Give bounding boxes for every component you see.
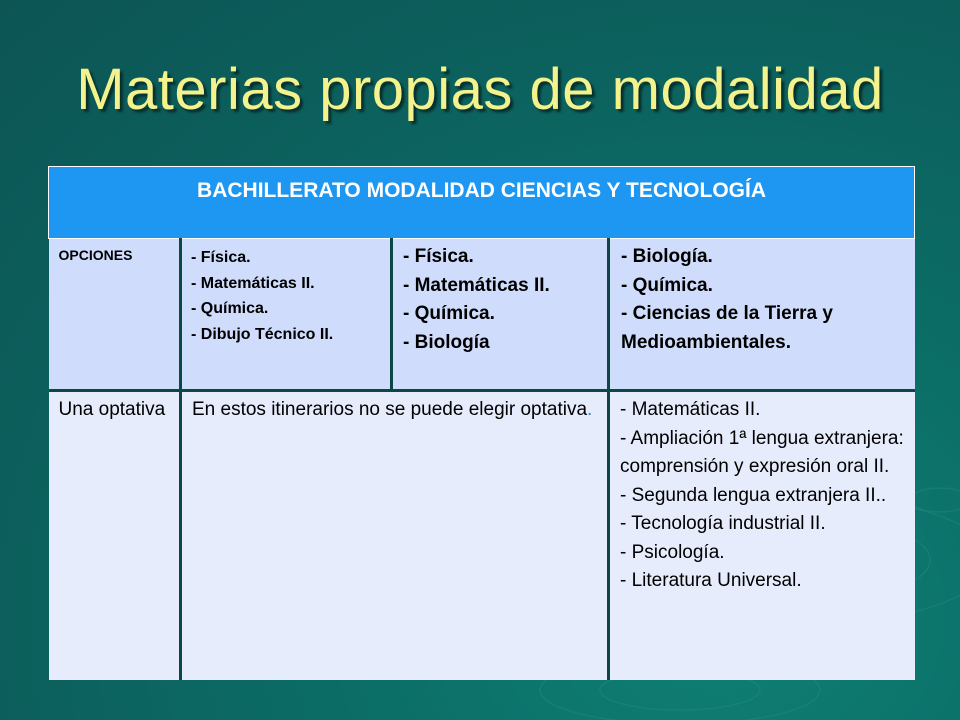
option-1-item: - Física. <box>191 249 251 266</box>
option-3-cell <box>609 239 915 391</box>
elective-item: - Literatura Universal. <box>620 570 802 591</box>
electives-cell <box>609 391 915 681</box>
option-2-item: - Física. <box>403 246 474 267</box>
elective-item: - Matemáticas II. <box>620 399 761 420</box>
option-1-item: - Matemáticas II. <box>191 274 315 292</box>
option-2-cell <box>392 239 609 391</box>
option-3-item: - Química. <box>621 274 713 296</box>
table-header-row <box>49 167 915 239</box>
option-1-item: - Dibujo Técnico II. <box>191 325 334 343</box>
elective-item: - Psicología. <box>620 541 725 563</box>
table-header: BACHILLERATO MODALIDAD CIENCIAS Y TECNOLOGÍA <box>49 167 915 239</box>
option-1-item: - Química. <box>191 300 269 317</box>
option-2-item: - Química. <box>403 303 495 324</box>
elective-item: - Ampliación 1ª lengua extranjera: comprensión y expresión oral II. <box>620 427 904 477</box>
option-2-item: - Matemáticas II. <box>403 274 550 296</box>
elective-item: - Tecnología industrial II. <box>620 513 826 534</box>
option-3-item: - Ciencias de la Tierra y Medioambientales. <box>621 303 833 353</box>
modalidad-table <box>48 166 915 680</box>
elective-item: - Segunda lengua extranjera II.. <box>620 484 887 506</box>
option-1-cell <box>181 239 392 391</box>
option-2-item: - Biología <box>403 331 490 353</box>
elective-note-text: En estos itinerarios no se puede elegir optativa <box>192 399 588 420</box>
options-label: OPCIONES <box>49 239 181 391</box>
options-row <box>49 239 915 391</box>
slide-title: Materias propias de modalidad <box>76 57 884 122</box>
elective-note-dot: . <box>587 399 593 420</box>
elective-label: Una optativa <box>49 391 181 681</box>
option-3-item: - Biología. <box>621 246 713 267</box>
elective-row <box>49 391 915 681</box>
elective-note <box>181 391 609 681</box>
